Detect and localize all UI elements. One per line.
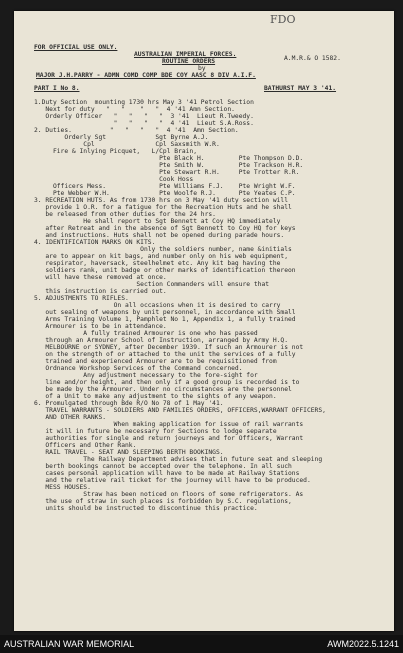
orders-body (34, 99, 326, 512)
order-line: 4. IDENTIFICATION MARKS ON KITS. (34, 239, 156, 246)
force-heading: AUSTRALIAN IMPERIAL FORCES. (134, 51, 237, 58)
order-line: Pte Black H. Pte Thompson D.D. (34, 155, 304, 162)
order-line: trained and experienced Armourer are to be requisitioned from (34, 358, 277, 365)
routine-orders-title: ROUTINE ORDERS (162, 58, 216, 65)
order-line: 5. ADJUSTMENTS TO RIFLES. (34, 295, 129, 302)
order-line: and instructions. Huts shall not be opened during parade hours. (34, 232, 285, 239)
order-line: Armourer is to be in attendance. (34, 323, 167, 330)
order-line: Pte Webber W.H. Pte Woolfe R.J. Pte Yeates C.P. (34, 190, 296, 197)
order-line: through an Armourer School of Instruction, arranged by Army H.Q. (34, 337, 289, 344)
order-line: Orderly Officer " " " " 3 '41 Lieut R.Tweedy. (34, 113, 254, 120)
order-line: of a Unit to make any adjustment to the sights of any weapon. (34, 393, 277, 400)
reference-stamp: A.M.R.& O 1582. (284, 55, 341, 62)
order-line: 6. Promulgated through Bde R/O No 78 of 1 May '41. (34, 400, 224, 407)
order-line: units should be instructed to discontinue this practice. (34, 505, 258, 512)
order-line: Cpl Cpl Saxsmith W.R. (34, 141, 220, 148)
order-line: respirator, haversack, steelhelmet etc. Any kit bag having the (34, 260, 281, 267)
order-line: and the relative rail ticket for the journey will have to be produced. (34, 477, 311, 484)
order-line: authorities for single and return journeys and for Officers, Warrant (34, 435, 304, 442)
order-line: RAIL TRAVEL - SEAT AND SLEEPING BERTH BOOKINGS. (34, 449, 224, 456)
order-line: " " " " 4 '41 Lieut S.A.Ross. (34, 120, 254, 127)
major-heading: MAJOR J.H.PARRY - ADMN COMD COMP BDE COY AASC 8 DIV A.I.F. (36, 72, 256, 79)
order-line: Any adjustment necessary to the fore-sight for (34, 372, 258, 379)
order-line: TRAVEL WARRANTS - SOLDIERS AND FAMILIES ORDERS, OFFICERS,WARRANT OFFICERS, (34, 407, 326, 414)
order-line: the use of straw in such places is forbidden by S.C. regulations, (34, 498, 292, 505)
order-line: line and/or height, and then only if a good group is recorded is to (34, 379, 300, 386)
order-line: 2. Duties. " " " " 4 '41 Amn Section. (34, 127, 239, 134)
part-number: PART I No 8. (34, 85, 80, 92)
order-line: are to appear on kit bags, and number only on his web equipment, (34, 253, 289, 260)
order-line: Straw has been noticed on floors of some refrigerators. As (34, 491, 304, 498)
order-line: berth bookings cannot be accepted over the telephone. In all such (34, 463, 292, 470)
order-line: MELBOURNE or SYDNEY, after December 1939. If such an Armourer is not (34, 344, 304, 351)
order-line: be made by the Armourer. Under no circumstances are the personnel (34, 386, 292, 393)
order-line: this instruction is carried out. (34, 288, 167, 295)
order-line: soldiers rank, unit badge or other marks of identification thereon (34, 267, 296, 274)
order-line: Arms Training Volume 1, Pamphlet No 1, Appendix 1, a fully trained (34, 316, 296, 323)
order-line: on the strength of or attached to the unit the services of a fully (34, 351, 296, 358)
order-line: will have these removed at once. (34, 274, 167, 281)
order-line: Section Commanders will ensure that (34, 281, 270, 288)
order-line: On all occasions when it is desired to carry (34, 302, 281, 309)
order-line: Cook Hoss (34, 176, 194, 183)
order-line: He shall report to Sgt Bennett at Coy HQ immediately (34, 218, 281, 225)
order-line: AND OTHER RANKS. (34, 414, 107, 421)
order-line: MESS HOUSES. (34, 484, 91, 491)
order-line: The Railway Department advises that in future seat and sleeping (34, 456, 323, 463)
order-line: 3. RECREATION HUTS. As from 1730 hrs on 3 May '41 duty section will (34, 197, 289, 204)
order-line: Fire & Inlying Picquet, L/Cpl Brain, (34, 148, 198, 155)
handwritten-mark: FDO (270, 13, 296, 26)
order-line: Orderly Sgt Sgt Byrne A.J. (34, 134, 209, 141)
order-line: 1.Duty Section mounting 1730 hrs May 3 '41 Petrol Section (34, 99, 254, 106)
order-line: Only the soldiers number, name &initials (34, 246, 292, 253)
official-use-heading: FOR OFFICIAL USE ONLY. (34, 44, 118, 51)
order-line: A fully trained Armourer is one who has passed (34, 330, 258, 337)
order-line: provide 1 O.R. for a fatigue for the Recreation Huts and he shall (34, 204, 292, 211)
order-line: cases personal application will have to be made at Railway Stations (34, 470, 300, 477)
footer-institution: AUSTRALIAN WAR MEMORIAL (4, 639, 135, 649)
order-line: after Retreat and in the absence of Sgt Bennett to Coy HQ for keys (34, 225, 296, 232)
order-line: When making application for issue of rail warrants (34, 421, 304, 428)
document-page (14, 11, 394, 631)
order-line: it will in future be necessary for Sections to lodge separate (34, 428, 277, 435)
footer-accession: AWM2022.5.1241 (327, 639, 399, 649)
place-date: BATHURST MAY 3 '41. (264, 85, 337, 92)
order-line: out sealing of weapons by unit personnel, in accordance with Small (34, 309, 296, 316)
order-line: Next for duty " " " " 4 '41 Amn Section. (34, 106, 235, 113)
order-line: Pte Stewart R.H. Pte Trotter R.R. (34, 169, 300, 176)
order-line: Officers and Other Rank. (34, 442, 137, 449)
order-line: Ordnance Workshop Services of the Command concerned. (34, 365, 243, 372)
archive-footer (0, 635, 403, 653)
order-line: be released from other duties for the 24 hrs. (34, 211, 216, 218)
order-line: Pte Smith W. Pte Trackson H.R. (34, 162, 304, 169)
by-label: by (198, 65, 206, 72)
order-line: Officers Mess. Pte Williams F.J. Pte Wright W.F. (34, 183, 296, 190)
